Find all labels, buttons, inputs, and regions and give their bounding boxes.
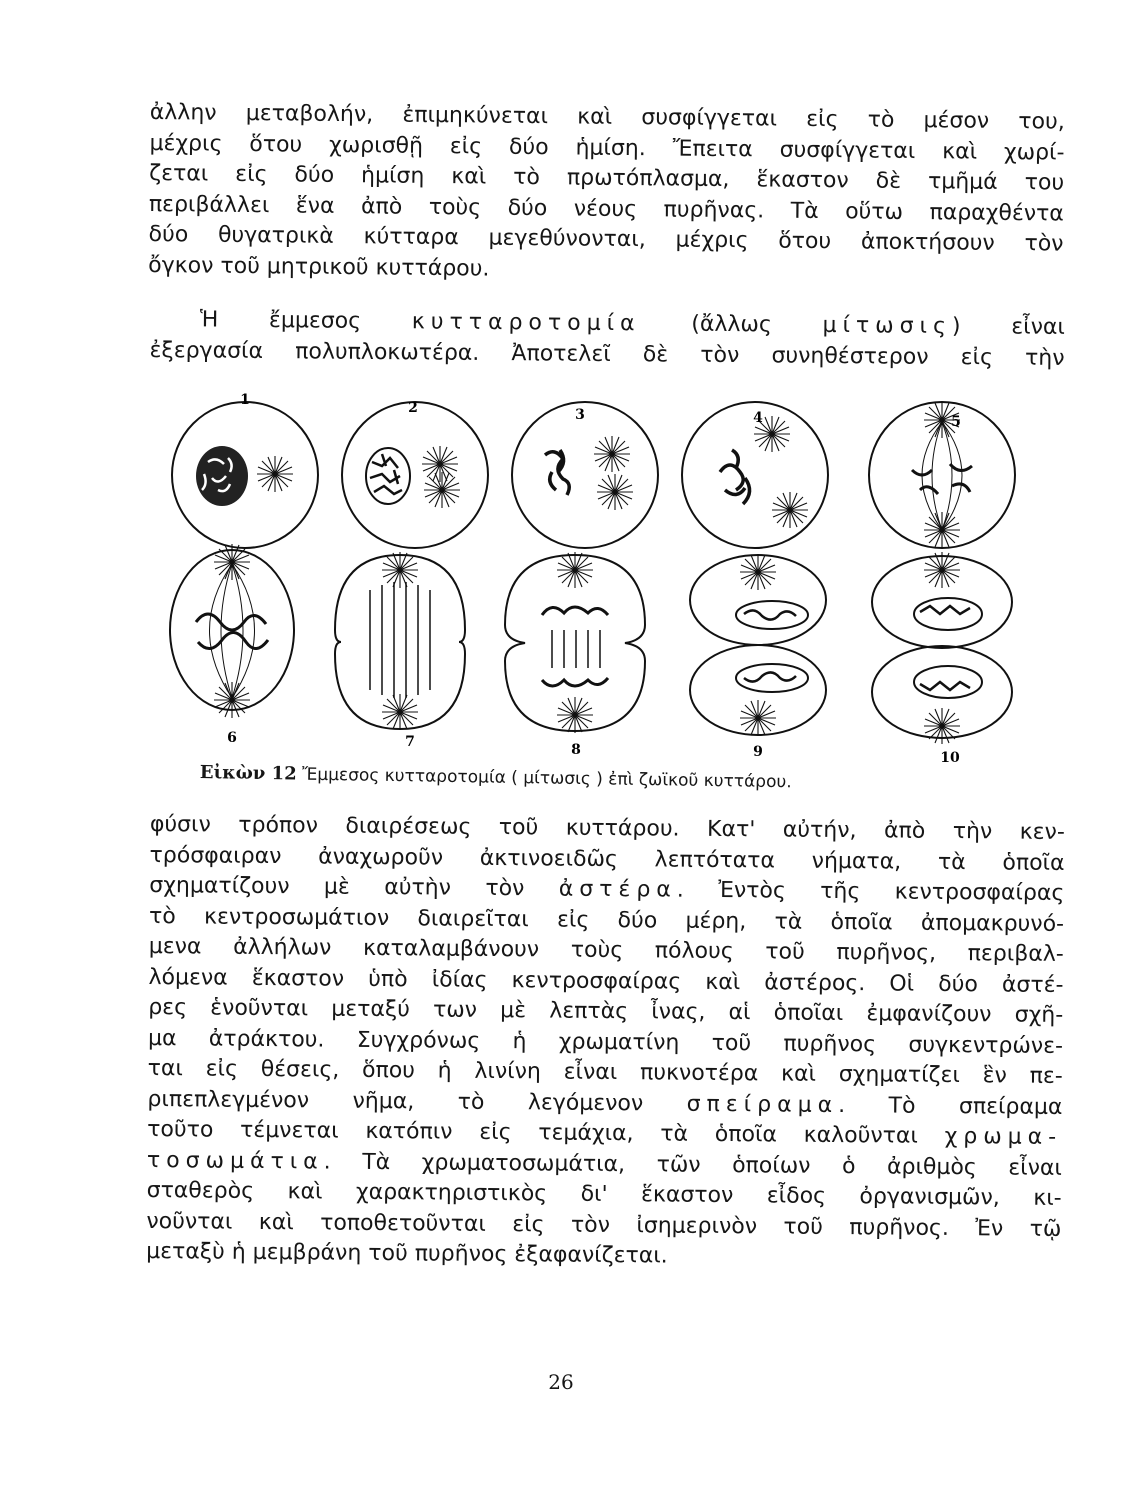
term-spaced: μίτωσις xyxy=(822,312,953,339)
stage-number: 9 xyxy=(753,744,763,760)
stage-number: 3 xyxy=(575,407,585,423)
cell-stage-3 xyxy=(512,402,658,548)
caption-text: Ἔμμεσος κυτταροτομία ( μίτωσις ) ἐπὶ ζωϊκοῦ κυττάρου. xyxy=(301,764,792,793)
text-fragment: . Τὰ χρωματοσωμάτια, τῶν ὁποίων ὁ ἀριθμὸς εἶναι xyxy=(323,1149,1063,1181)
top-paragraph xyxy=(148,98,1065,291)
stage-number: 6 xyxy=(227,730,237,746)
text-line: τρόσφαιραν ἀναχωροῦν ἀκτινοειδῶς λεπτότατα νήματα, τὰ ὁποῖα xyxy=(149,842,1065,876)
text-line: ρες ἑνοῦνται μεταξύ των μὲ λεπτὰς ἶνας, αἱ ὁποῖαι ἐμφανίζουν σχῆ- xyxy=(148,994,1064,1028)
text-line: λόμενα ἕκαστον ὑπὸ ἰδίας κεντροσφαίρας καὶ ἀστέρος. Οἱ δύο ἀστέ- xyxy=(148,964,1064,998)
text-fragment: . Ἐντὸς τῆς κεντροσφαίρας xyxy=(676,877,1065,906)
text-line: ζεται εἰς δύο ἡμίση καὶ τὸ πρωτόπλασμα, ἕκαστον δὲ τμῆμά του xyxy=(149,160,1065,196)
stage-number: 5 xyxy=(951,414,961,430)
text-line: ἀλλην μεταβολήν, ἐπιμηκύνεται καὶ συσφίγγεται εἰς τὸ μέσον του, xyxy=(149,99,1065,135)
mid-paragraph xyxy=(149,305,1064,374)
cell-stage-9 xyxy=(690,554,826,736)
text-fragment: ριπεπλεγμένον νῆμα, τὸ λεγόμενον xyxy=(147,1086,644,1116)
term-spaced: τοσωμάτια xyxy=(146,1147,324,1175)
term-spaced: κυτταροτομία xyxy=(411,309,641,337)
stage-number: 8 xyxy=(571,742,581,758)
text-line: μενα ἀλλήλων καταλαμβάνουν τοὺς πόλους τοῦ πυρῆνος, περιβαλ- xyxy=(148,933,1064,967)
text-fragment: (ἄλλως xyxy=(691,311,772,338)
text-fragment: . Τὸ σπείραμα xyxy=(838,1092,1063,1120)
text-line: τὸ κεντροσωμάτιον διαιρεῖται εἰς δύο μέρη, τὰ ὁποῖα ἀπομακρυνό- xyxy=(148,903,1065,937)
caption-lead: Εἰκὼν 12 xyxy=(199,762,297,785)
cell-stage-7 xyxy=(335,552,465,730)
cell-stage-10 xyxy=(872,552,1012,744)
cell-stage-8 xyxy=(505,552,645,733)
cell-stage-6 xyxy=(170,544,294,718)
text-line: μέχρις ὅτου χωρισθῇ εἰς δύο ἡμίση. Ἔπειτα συσφίγγεται καὶ χωρί- xyxy=(149,130,1065,166)
stage-number: 2 xyxy=(408,400,418,416)
cell-stage-5 xyxy=(869,402,1015,548)
text-line: περιβάλλει ἕνα ἀπὸ τοὺς δύο νέους πυρῆνας. Τὰ οὕτω παραχθέντα xyxy=(148,191,1064,227)
text-line: ται εἰς θέσεις, ὅπου ἡ λινίνη εἶναι πυκνοτέρα καὶ σχηματίζει ἓν πε- xyxy=(147,1055,1063,1089)
stage-number: 1 xyxy=(240,392,250,408)
bottom-paragraph xyxy=(146,810,1065,1275)
text-fragment: σχηματίζουν μὲ αὐτὴν τὸν xyxy=(149,872,525,902)
text-fragment: τοῦτο τέμνεται κατόπιν εἰς τεμάχια, τὰ ὁποῖα καλοῦνται xyxy=(147,1116,918,1149)
text-line: μεταξὺ ἡ μεμβράνη τοῦ πυρῆνος ἐξαφανίζεται. xyxy=(146,1238,668,1269)
text-line: μα ἀτράκτου. Συγχρόνως ἡ χρωματίνη τοῦ πυρῆνος συγκεντρώνε- xyxy=(147,1025,1064,1059)
page-number: 26 xyxy=(548,1370,574,1394)
stage-number: 4 xyxy=(753,410,763,426)
term-spaced: σπείραμα xyxy=(686,1091,839,1118)
cell-stage-2 xyxy=(342,402,488,548)
text-line: δύο θυγατρικὰ κύτταρα μεγεθύνονται, μέχρις ὅτου ἀποκτήσουν τὸν xyxy=(148,221,1064,257)
text-line: ὄγκον τοῦ μητρικοῦ κυττάρου. xyxy=(148,252,490,282)
text-fragment: Ἡ ἔμμεσος xyxy=(199,307,362,334)
cell-stage-1 xyxy=(172,402,318,548)
text-line: ἐξεργασία πολυπλοκωτέρα. Ἀποτελεῖ δὲ τὸν συνηθέστερον εἰς τὴν xyxy=(149,337,1065,371)
text-line: σταθερὸς καὶ χαρακτηριστικὸς δι' ἕκαστον εἶδος ὀργανισμῶν, κι- xyxy=(146,1177,1062,1211)
term-spaced: ἀστέρα xyxy=(558,876,677,903)
stage-number: 7 xyxy=(405,734,415,750)
stage-number: 10 xyxy=(940,750,960,766)
text-line: φύσιν τρόπον διαιρέσεως τοῦ κυττάρου. Κατ' αὐτήν, ἀπὸ τὴν κεν- xyxy=(149,811,1065,845)
term-spaced: χρωμα- xyxy=(944,1123,1063,1150)
mitosis-figure xyxy=(160,390,1060,810)
text-line: νοῦνται καὶ τοποθετοῦνται εἰς τὸν ἰσημερινὸν τοῦ πυρῆνος. Ἐν τῷ xyxy=(146,1208,1062,1242)
text-fragment: ) εἶναι xyxy=(951,313,1065,340)
